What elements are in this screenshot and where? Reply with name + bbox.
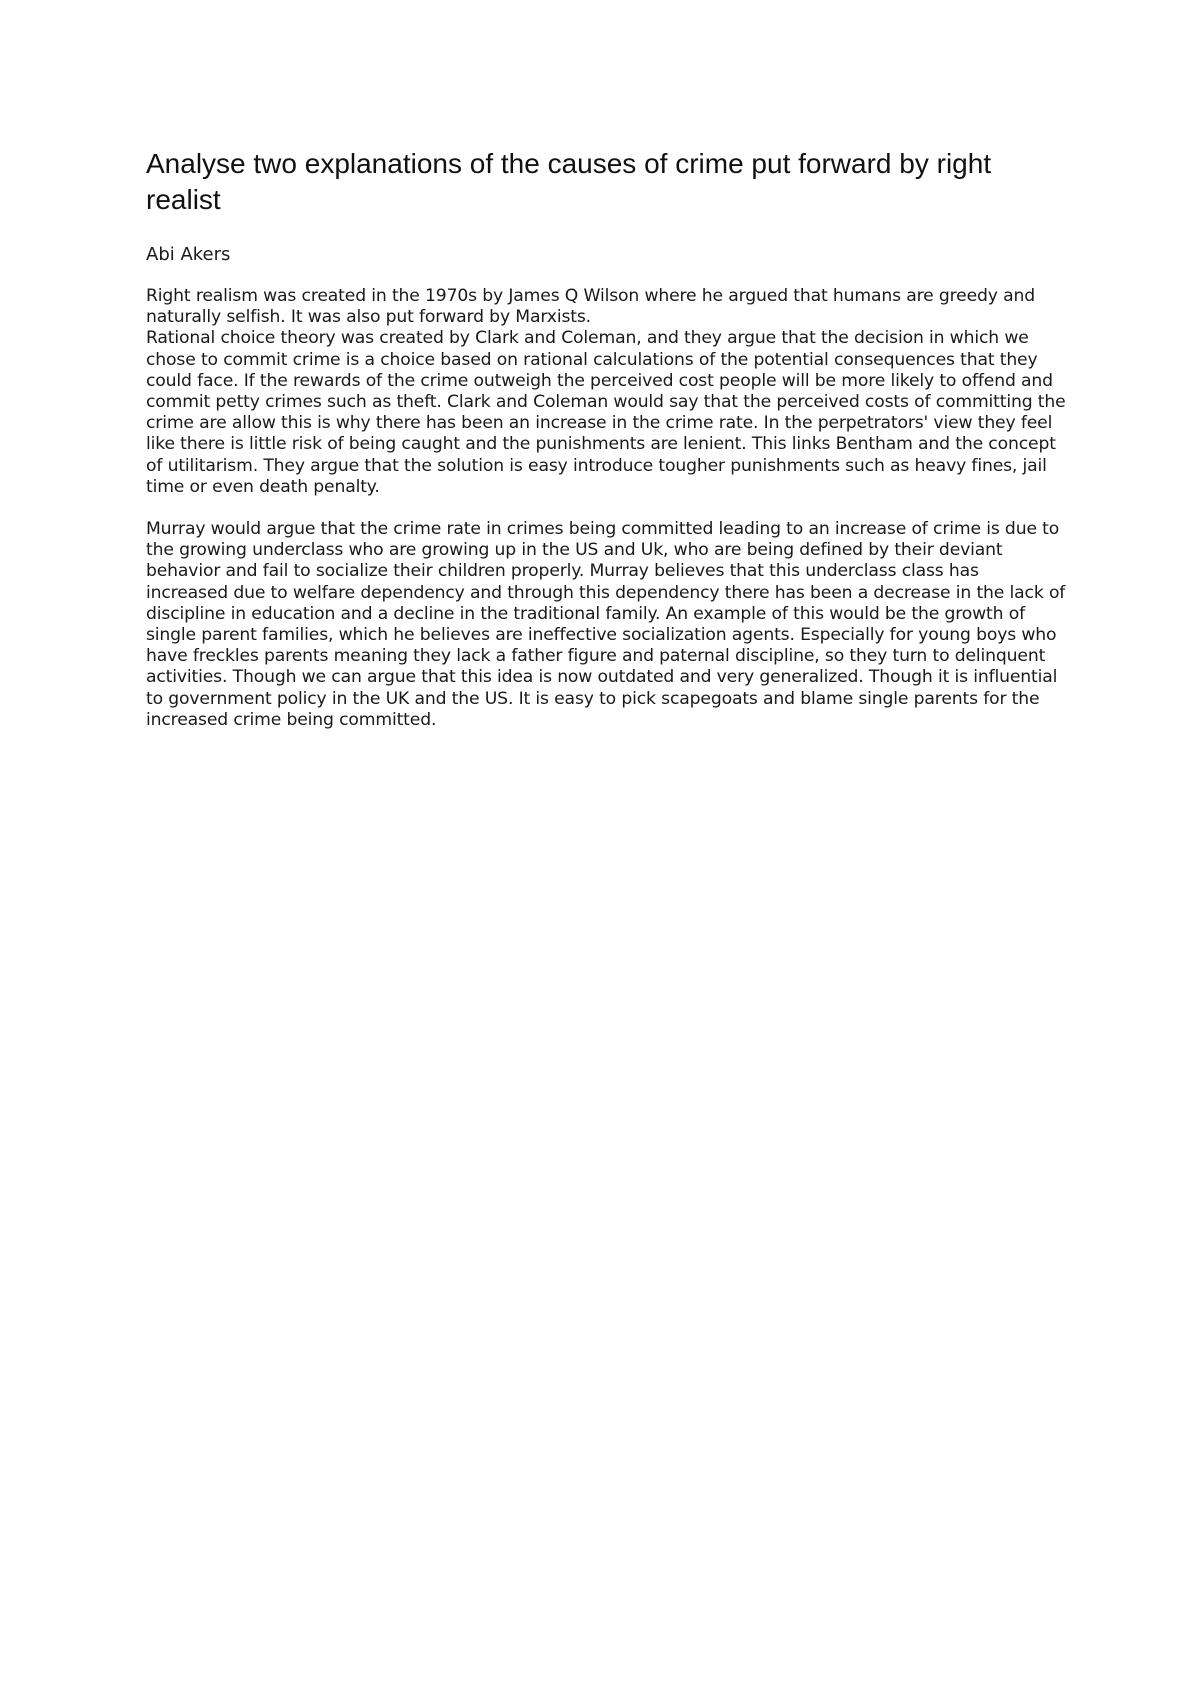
paragraph-rational-choice: Rational choice theory was created by Clark and Coleman, and they argue that the decision in which we chose to commit crime is a choice based on rational calculations of the potential consequences that they could face. If the rewards of the crime outweigh the perceived cost people will be more likely to offend and commit petty crimes such as theft. Clark and Coleman would say that the perceived costs of committing the crime are allow this is why there has been an increase in the crime rate. In the perpetrators' view they feel like there is little risk of being caught and the punishments are lenient. This links Bentham and the concept of utilitarism. They argue that the solution is easy introduce tougher punishments such as heavy fines, jail time or even death penalty. bbox=[146, 328, 1066, 497]
paragraph-murray: Murray would argue that the crime rate in crimes being committed leading to an increase of crime is due to the growing underclass who are growing up in the US and Uk, who are being defined by their deviant behavior and fail to socialize their children properly. Murray believes that this underclass class has increased due to welfare dependency and through this dependency there has been a decrease in the lack of discipline in education and a decline in the traditional family. An example of this would be the growth of single parent families, which he believes are ineffective socialization agents. Especially for young boys who have freckles parents meaning they lack a father figure and paternal discipline, so they turn to delinquent activities. Though we can argue that this idea is now outdated and very generalized. Though it is influential to government policy in the UK and the US. It is easy to pick scapegoats and blame single parents for the increased crime being committed. bbox=[146, 519, 1066, 730]
paragraph-intro: Right realism was created in the 1970s by James Q Wilson where he argued that humans are greedy and naturally selfish. It was also put forward by Marxists. bbox=[146, 286, 1036, 328]
document-author: Abi Akers bbox=[146, 244, 231, 265]
document-title: Analyse two explanations of the causes of crime put forward by right realist bbox=[146, 148, 992, 215]
document-content bbox=[146, 146, 1066, 731]
